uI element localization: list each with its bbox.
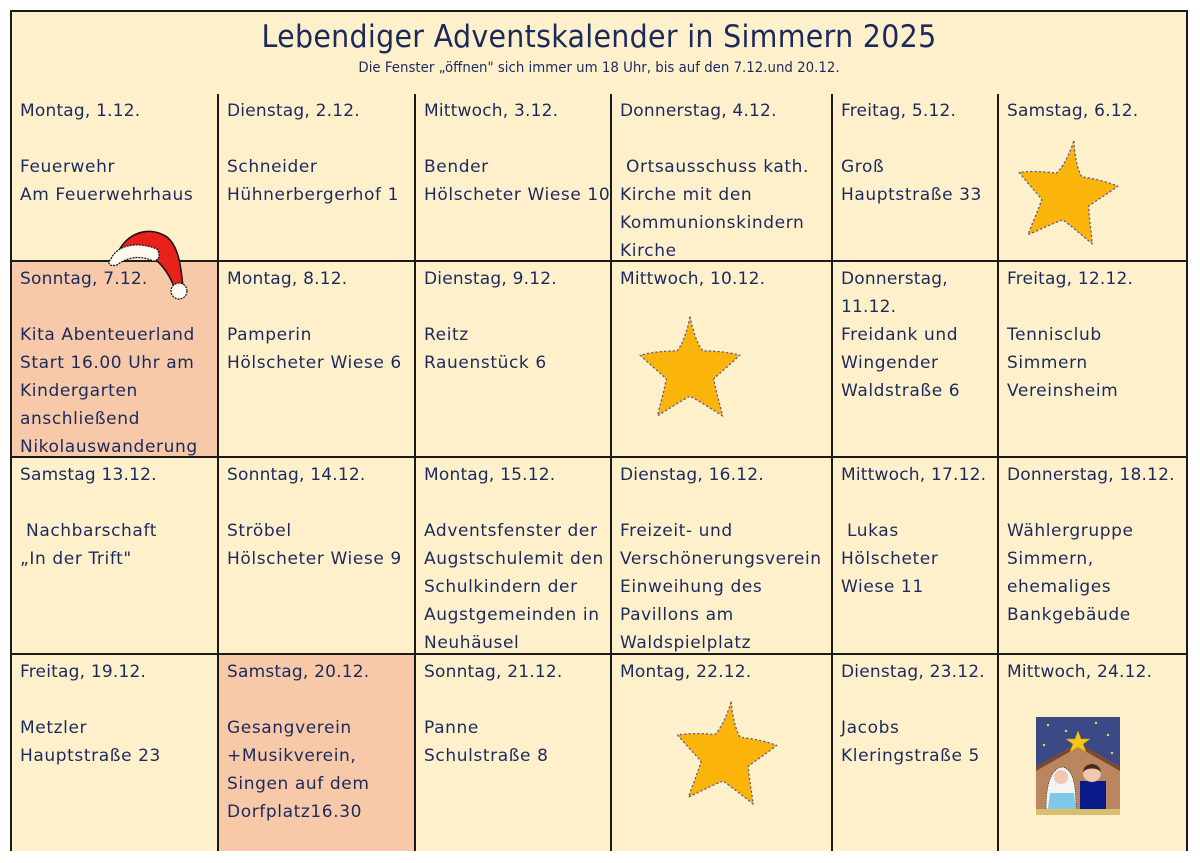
calendar-cell (833, 458, 999, 655)
calendar-cell (833, 262, 999, 458)
host-line: Augstschulemit den (424, 549, 604, 569)
day-label: Montag, 8.12. (227, 269, 348, 289)
advent-calendar (10, 10, 1188, 851)
host-line: Schneider (227, 157, 318, 177)
calendar-cell (999, 458, 1186, 655)
host-line: Verschönerungsverein (620, 549, 822, 569)
page-subtitle: Die Fenster „öffnen" sich immer um 18 Uhr, bis auf den 7.12.und 20.12. (358, 60, 840, 76)
host-line: Rauenstück 6 (424, 353, 547, 373)
calendar-cell (612, 458, 833, 655)
calendar-cell (12, 458, 219, 655)
star-icon (667, 692, 786, 811)
host-line: Hölscheter Wiese 10 (424, 185, 611, 205)
day-label: Mittwoch, 3.12. (424, 101, 559, 121)
spacer (841, 125, 989, 153)
host-line: Panne (424, 718, 479, 738)
host-line: Hauptstraße 33 (841, 185, 982, 205)
host-line: Hölscheter (841, 549, 939, 569)
host-line: Ströbel (227, 521, 292, 541)
day-label: Sonntag, 14.12. (227, 465, 366, 485)
calendar-cell (612, 655, 833, 851)
host-line: Einweihung des (620, 577, 763, 597)
host-line: Schulkindern der (424, 577, 578, 597)
host-line: Augstgemeinden in (424, 605, 600, 625)
day-label: Mittwoch, 24.12. (1007, 662, 1153, 682)
host-line: Neuhäusel (424, 633, 520, 653)
star-icon (1006, 129, 1128, 251)
calendar-cell (12, 655, 219, 851)
calendar-cell (219, 94, 416, 262)
spacer (1007, 686, 1178, 714)
spacer (20, 489, 209, 517)
host-line: Kirche (620, 241, 677, 261)
host-line: Nachbarschaft (20, 521, 158, 541)
host-line: Hühnerbergerhof 1 (227, 185, 400, 205)
host-line: Freizeit- und (620, 521, 733, 541)
calendar-grid (12, 94, 1186, 849)
host-line: Kindergarten (20, 381, 138, 401)
star-icon (636, 312, 744, 420)
host-line: Ortsausschuss kath. (620, 157, 810, 177)
host-line: Bankgebäude (1007, 605, 1131, 625)
host-line: Groß (841, 157, 885, 177)
day-label: Freitag, 5.12. (841, 101, 957, 121)
host-line: Singen auf dem (227, 774, 370, 794)
calendar-cell (999, 94, 1186, 262)
calendar-header (12, 12, 1186, 96)
spacer (424, 293, 602, 321)
host-line: Hauptstraße 23 (20, 746, 161, 766)
day-label: Donnerstag, 4.12. (620, 101, 777, 121)
calendar-cell (612, 262, 833, 458)
host-line: anschließend (20, 409, 141, 429)
spacer (1007, 293, 1178, 321)
calendar-cell (612, 94, 833, 262)
calendar-cell (999, 262, 1186, 458)
host-line: Simmern, (1007, 549, 1094, 569)
santa-hat-icon (97, 215, 197, 305)
day-label: Samstag, 20.12. (227, 662, 370, 682)
host-line: Wingender (841, 353, 939, 373)
day-label: Sonntag, 21.12. (424, 662, 563, 682)
spacer (841, 686, 989, 714)
spacer (227, 489, 406, 517)
day-label: Dienstag, 2.12. (227, 101, 360, 121)
day-label: Freitag, 19.12. (20, 662, 147, 682)
host-line: Jacobs (841, 718, 900, 738)
spacer (424, 686, 602, 714)
host-line: Simmern (1007, 353, 1088, 373)
host-line: Lukas (841, 521, 899, 541)
spacer (841, 489, 989, 517)
spacer (620, 125, 823, 153)
day-label: Montag, 15.12. (424, 465, 556, 485)
day-label: Montag, 1.12. (20, 101, 141, 121)
host-line: Kirche mit den (620, 185, 753, 205)
host-line: „In der Trift" (20, 549, 132, 569)
day-label: Mittwoch, 17.12. (841, 465, 987, 485)
host-line: Bender (424, 157, 489, 177)
host-line: Freidank und (841, 325, 959, 345)
spacer (1007, 489, 1178, 517)
day-label: Freitag, 12.12. (1007, 269, 1134, 289)
host-line: Nikolauswanderung (20, 437, 198, 457)
host-line: Feuerwehr (20, 157, 116, 177)
host-line: Wählergruppe (1007, 521, 1134, 541)
calendar-cell (999, 655, 1186, 851)
host-line: Metzler (20, 718, 88, 738)
day-label: Dienstag, 16.12. (620, 465, 764, 485)
host-line: Adventsfenster der (424, 521, 598, 541)
host-line: Kleringstraße 5 (841, 746, 980, 766)
spacer (227, 125, 406, 153)
host-line: Reitz (424, 325, 469, 345)
spacer (20, 686, 209, 714)
host-line: Am Feuerwehrhaus (20, 185, 194, 205)
day-label: Samstag 13.12. (20, 465, 157, 485)
host-line: Wiese 11 (841, 577, 924, 597)
host-line: Tennisclub (1007, 325, 1102, 345)
page-title: Lebendiger Adventskalender in Simmern 2025 (261, 19, 937, 55)
calendar-cell (219, 458, 416, 655)
host-line: Pavillons am (620, 605, 734, 625)
host-line: Start 16.00 Uhr am (20, 353, 195, 373)
host-line: +Musikverein, (227, 746, 357, 766)
host-line: Hölscheter Wiese 6 (227, 353, 402, 373)
day-label: Samstag, 6.12. (1007, 101, 1139, 121)
calendar-cell (219, 655, 416, 851)
calendar-cell (416, 94, 612, 262)
calendar-cell (833, 94, 999, 262)
day-label-date: 11.12. (841, 297, 897, 317)
day-label: Donnerstag, (841, 269, 948, 289)
host-line: Vereinsheim (1007, 381, 1119, 401)
calendar-cell (833, 655, 999, 851)
calendar-cell (416, 262, 612, 458)
day-label: Donnerstag, 18.12. (1007, 465, 1175, 485)
day-label: Dienstag, 9.12. (424, 269, 557, 289)
calendar-cell (416, 655, 612, 851)
host-line: Schulstraße 8 (424, 746, 549, 766)
spacer (424, 489, 602, 517)
calendar-cell (416, 458, 612, 655)
host-line: Dorfplatz16.30 (227, 802, 363, 822)
spacer (424, 125, 602, 153)
host-line: Pamperin (227, 325, 313, 345)
day-label: Dienstag, 23.12. (841, 662, 985, 682)
nativity-icon (1036, 717, 1120, 815)
calendar-cell (219, 262, 416, 458)
host-line: ehemaliges (1007, 577, 1112, 597)
host-line: Kita Abenteuerland (20, 325, 195, 345)
spacer (227, 686, 406, 714)
spacer (20, 125, 209, 153)
host-line: Waldspielplatz (620, 633, 752, 653)
host-line: Kommunionskindern (620, 213, 805, 233)
day-label: Mittwoch, 10.12. (620, 269, 766, 289)
spacer (227, 293, 406, 321)
host-line: Waldstraße 6 (841, 381, 961, 401)
day-label: Sonntag, 7.12. (20, 269, 148, 289)
day-label: Montag, 22.12. (620, 662, 752, 682)
spacer (620, 489, 823, 517)
host-line: Hölscheter Wiese 9 (227, 549, 402, 569)
host-line: Gesangverein (227, 718, 352, 738)
